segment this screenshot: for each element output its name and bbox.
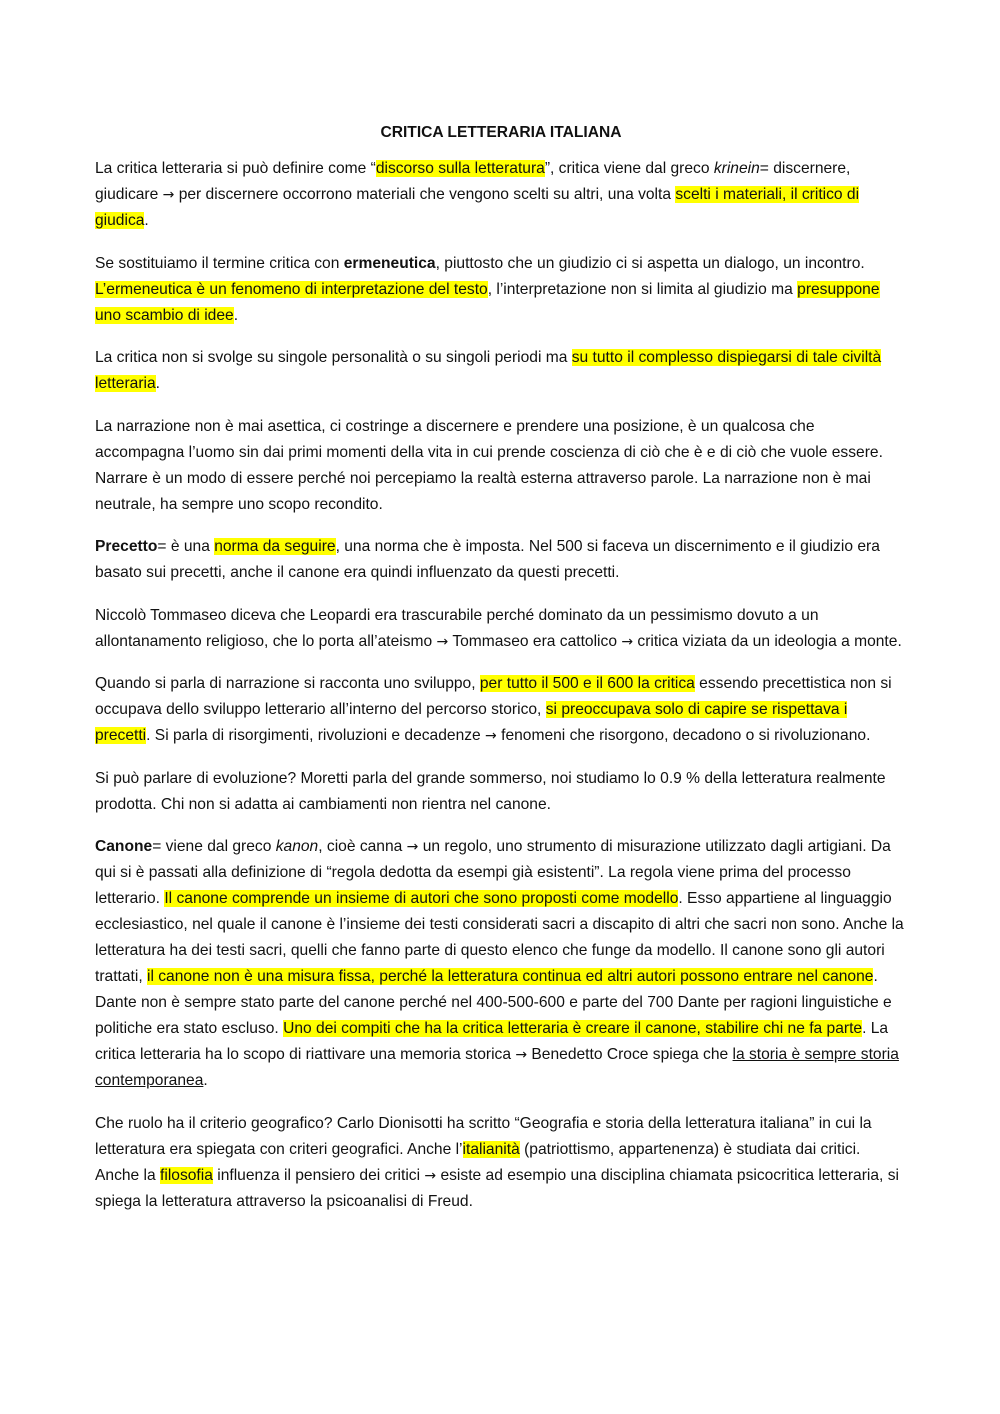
arrow-icon: → (162, 187, 175, 203)
paragraph (95, 251, 907, 329)
paragraph (95, 766, 907, 818)
paragraph (95, 156, 907, 234)
highlighted-text: per tutto il 500 e il 600 la critica (479, 675, 695, 692)
italic-term: kanon (275, 838, 319, 855)
paragraph (95, 345, 907, 397)
bold-term: Precetto (95, 538, 158, 555)
arrow-icon: → (406, 839, 419, 855)
text-run: esiste ad esempio una disciplina chiamata psicocritica letteraria, si spiega la letteratura attraverso la psicoanalisi di Freud. (95, 1166, 899, 1210)
text-run: = viene dal greco (152, 838, 276, 855)
text-run: , cioè canna (318, 838, 407, 855)
text-run: . Dante non è sempre stato parte del canone perché nel 400-500-600 e parte del 700 Dante per ragioni linguistiche e politiche era stato escluso. (95, 968, 892, 1037)
text-run: = è una (157, 538, 215, 555)
document-page (95, 120, 907, 1231)
paragraph (95, 603, 907, 655)
arrow-icon: → (485, 728, 497, 744)
paragraph (95, 1111, 907, 1215)
text-run: Quando si parla di narrazione si racconta uno sviluppo, (95, 675, 480, 692)
text-run: La narrazione non è mai asettica, ci costringe a discernere e prendere una posizione, è un qualcosa che accompagna l’uomo sin dai primi momenti della vita in cui prende coscienza di ciò che è e di ciò che vuole essere. Narrare è un modo di essere perché noi percepiamo la realtà esterna attraverso parole. La narrazione non è mai neutrale, ha sempre uno scopo recondito. (95, 417, 883, 513)
text-run: Niccolò Tommaseo diceva che Leopardi era trascurabile perché dominato da un pessimismo dovuto a un allontanamento religioso, che lo porta all’ateismo (95, 606, 819, 650)
highlighted-text: il canone non è una misura fissa, perché la letteratura continua ed altri autori possono entrare nel canone (147, 968, 874, 985)
text-run: . Esso appartiene al linguaggio ecclesiastico, nel quale il canone è l’insieme dei testi considerati sacri a discapito di altri che sacri non sono. Anche la letteratura ha dei testi sacri, quelli che fanno parte di questo elenco che funge da modello. Il canone sono gli autori trattati, (95, 890, 904, 985)
highlighted-text: norma da seguire (214, 538, 336, 555)
arrow-icon: → (424, 1167, 437, 1184)
arrow-icon: → (515, 1047, 528, 1063)
highlighted-text: filosofia (160, 1166, 213, 1184)
text-run: . (233, 306, 239, 324)
highlighted-text: Il canone comprende un insieme di autori che sono proposti come modello (164, 890, 679, 907)
highlighted-text: si preoccupava solo di capire se rispettava i precetti (95, 701, 848, 744)
text-run: influenza il pensiero dei critici (212, 1166, 425, 1184)
text-run: , una norma che è imposta. Nel 500 si faceva un discernimento e il giudizio era basato sui precetti, anche il canone era quindi influenzato da questi precetti. (95, 538, 880, 581)
text-run: essendo precettistica non si occupava dello sviluppo letterario all’interno del percorso storico, (95, 675, 892, 718)
document-title: CRITICA LETTERARIA ITALIANA (380, 124, 622, 141)
underlined-text: la storia è sempre storia contemporanea (95, 1046, 899, 1089)
paragraph (95, 671, 907, 749)
text-run: Che ruolo ha il criterio geografico? Carlo Dionisotti ha scritto “Geografia e storia della letteratura italiana” in cui la letteratura era spiegata con criteri geografici. Anche l’ (95, 1114, 872, 1158)
text-run: . Si parla di risorgimenti, rivoluzioni e decadenze (146, 727, 486, 744)
bold-term: Canone (95, 838, 153, 855)
text-run: Tommaseo era cattolico (448, 632, 622, 650)
paragraph (95, 534, 907, 586)
arrow-icon: → (621, 633, 634, 650)
text-run: critica viziata da un ideologia a monte. (633, 632, 902, 650)
text-run: . (155, 375, 161, 392)
highlighted-text: su tutto il complesso dispiegarsi di tale civiltà letteraria (95, 349, 882, 392)
text-run: , l’interpretazione non si limita al giudizio ma (487, 280, 798, 298)
bold-term: ermeneutica (343, 254, 436, 272)
text-run: Benedetto Croce spiega che (527, 1046, 733, 1063)
text-run: . La critica letteraria ha lo scopo di riattivare una memoria storica (95, 1020, 889, 1063)
highlighted-text: discorso sulla letteratura (375, 160, 545, 177)
document-body (95, 156, 907, 1215)
text-run: Se sostituiamo il termine critica con (95, 254, 344, 272)
arrow-icon: → (436, 633, 449, 650)
paragraph (95, 414, 907, 518)
text-run: (patriottismo, appartenenza) è studiata dai critici. Anche la (95, 1140, 861, 1184)
paragraph (95, 834, 907, 1094)
text-run: La critica non si svolge su singole personalità o su singoli periodi ma (95, 349, 572, 366)
text-run: fenomeni che risorgono, decadono o si rivoluzionano. (496, 727, 871, 744)
text-run: per discernere occorrono materiali che vengono scelti su altri, una volta (174, 186, 676, 203)
text-run: = discernere, giudicare (95, 160, 851, 203)
text-run: ”, critica viene dal greco (544, 160, 714, 177)
text-run: un regolo, uno strumento di misurazione utilizzato dagli artigiani. Da qui si è passati alla definizione di “regola dedotta da esempi già esistenti”. La regola viene prima del processo letterario. (95, 838, 891, 907)
text-run: , piuttosto che un giudizio ci si aspetta un dialogo, un incontro. (435, 254, 865, 272)
highlighted-text: L’ermeneutica è un fenomeno di interpretazione del testo (95, 280, 488, 298)
highlighted-text: presuppone uno scambio di idee (95, 280, 880, 324)
text-run: Si può parlare di evoluzione? Moretti parla del grande sommerso, noi studiamo lo 0.9 % della letteratura realmente prodotta. Chi non si adatta ai cambiamenti non rientra nel canone. (95, 769, 886, 813)
italic-term: krinein (713, 160, 760, 177)
text-run: La critica letteraria si può definire come “ (95, 160, 376, 177)
highlighted-text: italianità (462, 1140, 520, 1158)
text-run: . (203, 1072, 208, 1089)
highlighted-text: scelti i materiali, il critico di giudica (95, 186, 860, 229)
highlighted-text: Uno dei compiti che ha la critica letteraria è creare il canone, stabilire chi ne fa parte (283, 1020, 863, 1037)
text-run: . (144, 212, 149, 229)
